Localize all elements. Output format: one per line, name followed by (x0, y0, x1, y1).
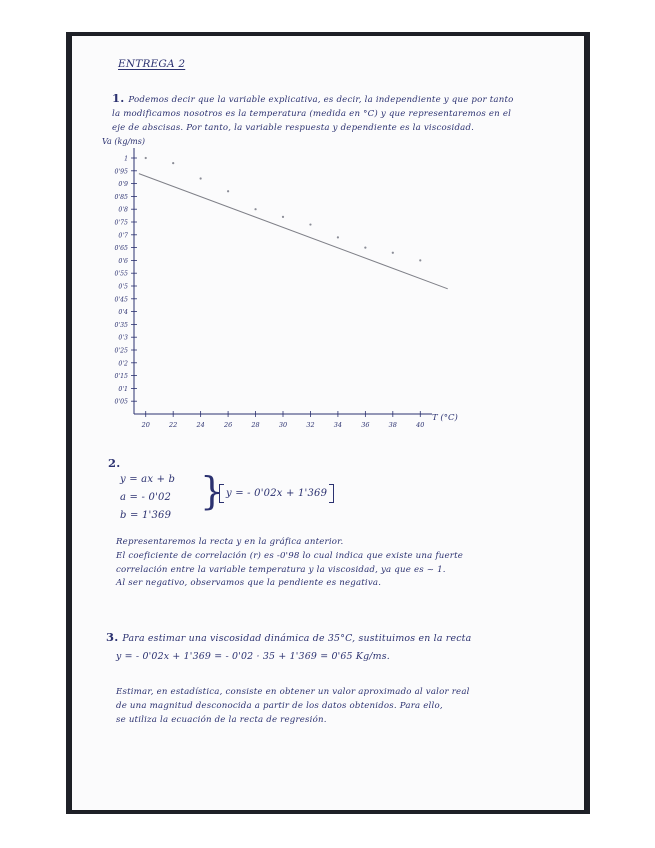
section-3-line-1: 3. Para estimar una viscosidad dinámica de 35°C, sustituimos en la recta (106, 630, 472, 644)
y-tick-label: 0'3 (118, 334, 128, 342)
x-tick-label: 20 (141, 421, 150, 429)
y-tick-label: 0'65 (114, 245, 128, 253)
data-point (419, 259, 421, 261)
x-tick-label: 34 (333, 421, 343, 429)
section-1-line-1: 1. Podemos decir que la variable explicativa, es decir, la independiente y que por tanto (112, 91, 514, 105)
y-tick-label: 0'9 (118, 181, 128, 189)
y-tick-label: 0'95 (114, 168, 128, 176)
y-tick-label: 0'75 (114, 219, 128, 227)
section-2-line-4: Al ser negativo, observamos que la pendiente es negativa. (116, 578, 382, 589)
y-tick-label: 0'4 (118, 309, 128, 317)
y-tick-label: 0'55 (114, 270, 128, 278)
section-3-paragraph-line-3: se utiliza la ecuación de la recta de regresión. (116, 714, 327, 725)
data-point (227, 190, 229, 192)
data-point (145, 157, 147, 159)
data-point (282, 216, 284, 218)
x-tick-label: 22 (169, 421, 178, 429)
x-tick-label: 38 (388, 421, 397, 429)
data-point (364, 247, 366, 249)
y-tick-label: 1 (124, 155, 128, 163)
section-3-line-2: y = - 0'02x + 1'369 = - 0'02 · 35 + 1'369 = 0'65 Kg/ms. (116, 651, 390, 662)
y-tick-label: 0'45 (114, 296, 128, 304)
section-1-number: 1. (112, 91, 125, 105)
y-tick-label: 0'05 (114, 398, 128, 406)
data-point (200, 177, 202, 179)
y-tick-label: 0'8 (118, 206, 128, 214)
section-3-number: 3. (106, 630, 119, 644)
x-tick-label: 36 (361, 421, 370, 429)
data-point (172, 162, 174, 164)
x-tick-label: 32 (306, 421, 315, 429)
equation-general: y = ax + b (120, 474, 176, 485)
y-tick-label: 0'1 (118, 385, 128, 393)
y-tick-label: 0'7 (118, 232, 128, 240)
document-title: ENTREGA 2 (118, 58, 186, 70)
section-2-line-1: Representaremos la recta y en la gráfica anterior. (116, 537, 344, 547)
y-tick-label: 0'25 (114, 347, 128, 355)
y-tick-label: 0'6 (118, 257, 128, 265)
x-tick-label: 24 (196, 421, 205, 429)
brace-symbol: } (200, 469, 225, 513)
section-1-line-2: la modificamos nosotros es la temperatura (medida en °C) y que representaremos en el (112, 108, 512, 119)
x-tick-label: 40 (416, 421, 425, 429)
section-3-paragraph (116, 686, 470, 727)
equation-slope: a = - 0'02 (120, 492, 172, 503)
y-tick-label: 0'35 (114, 321, 128, 329)
x-axis-label: T (°C) (432, 413, 458, 423)
section-3-estimate (106, 628, 471, 666)
scatter-chart (72, 36, 584, 446)
section-2-line-2: El coeficiente de correlación (r) es -0'98 lo cual indica que existe una fuerte (116, 550, 464, 561)
y-tick-label: 0'15 (114, 373, 128, 381)
regression-line (139, 174, 448, 289)
data-point (254, 208, 256, 210)
regression-equation-box: y = - 0'02x + 1'369 (226, 488, 328, 499)
y-tick-label: 0'85 (114, 193, 128, 201)
document-page (72, 36, 584, 810)
equation-intercept: b = 1'369 (120, 510, 172, 521)
section-3-paragraph-line-1: Estimar, en estadística, consiste en obtener un valor aproximado al valor real (116, 687, 470, 697)
section-3-paragraph-line-2: de una magnitud desconocida a partir de los datos obtenidos. Para ello, (116, 700, 443, 711)
data-point (337, 236, 339, 238)
section-2-line-3: correlación entre la variable temperatura y la viscosidad, ya que es ~ 1. (116, 564, 446, 575)
data-point (392, 252, 394, 254)
section-2-number: 2. (108, 456, 121, 470)
x-tick-label: 28 (251, 421, 260, 429)
y-tick-label: 0'5 (118, 283, 128, 291)
data-point (309, 223, 311, 225)
x-tick-label: 30 (278, 421, 288, 429)
section-1-line-3: eje de abscisas. Por tanto, la variable respuesta y dependiente es la viscosidad. (112, 122, 475, 133)
section-2-text (116, 536, 463, 591)
y-axis-label: Va (kg/ms) (102, 137, 145, 146)
x-tick-label: 26 (223, 421, 233, 429)
y-tick-label: 0'2 (118, 360, 128, 368)
